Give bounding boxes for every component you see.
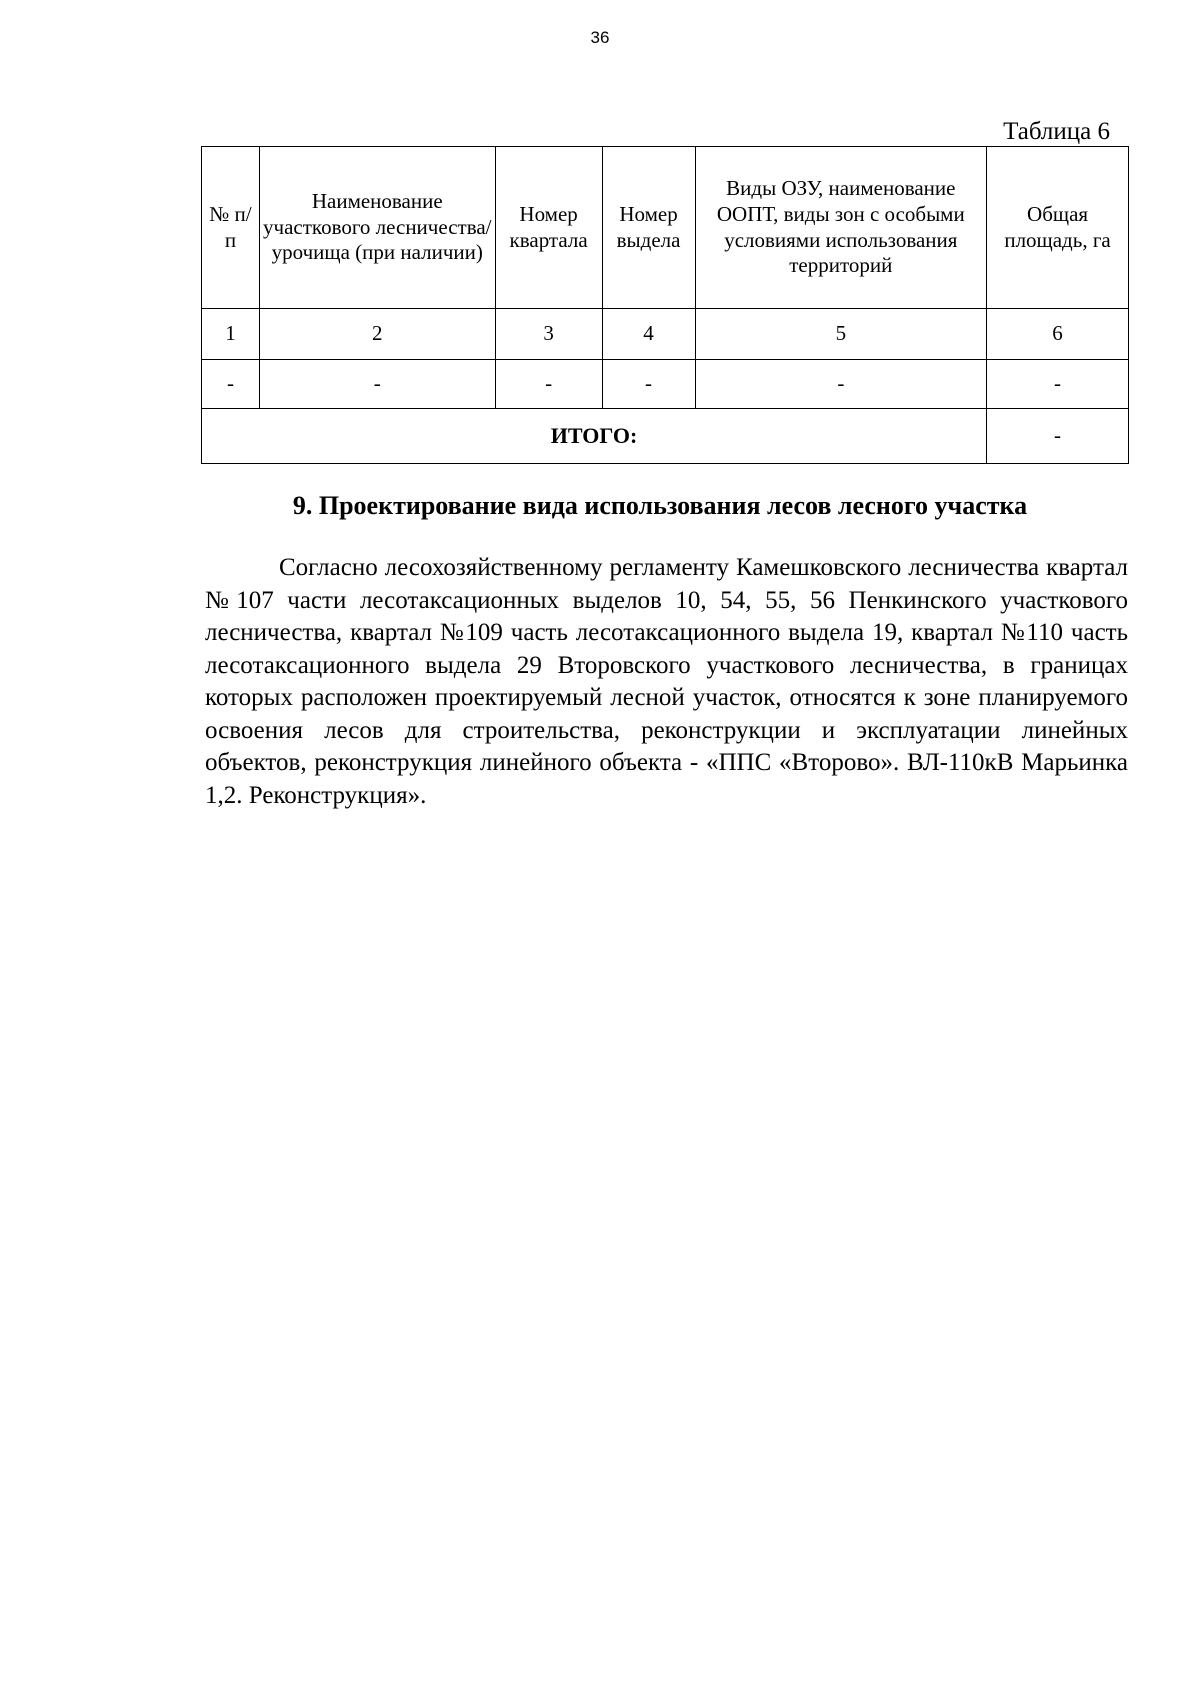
header-cell-forestry-name: Наименование участкового лесничества/урочища (при наличии) bbox=[259, 147, 495, 309]
table-caption: Таблица 6 bbox=[1003, 118, 1110, 145]
header-cell-zone-types: Виды ОЗУ, наименование ООПТ, виды зон с особыми условиями использования территорий bbox=[695, 147, 987, 309]
column-number-cell: 1 bbox=[202, 309, 260, 360]
forest-plot-table bbox=[201, 146, 1129, 464]
column-number-cell: 4 bbox=[602, 309, 695, 360]
table-row bbox=[202, 360, 1129, 409]
header-cell-quarter-number: Номер квартала bbox=[495, 147, 602, 309]
header-cell-number: № п/п bbox=[202, 147, 260, 309]
body-paragraph: Согласно лесохозяйственному регламенту Камешковского лесничества квартал №107 части лесотаксационных выделов 10, 54, 55, 56 Пенкинского участкового лесничества, квартал №109 часть лесотаксационного выдела 19, квартал №110 часть лесотаксационного выдела 29 Второвского участкового лесничества, в границах которых расположен проектируемый лесной участок, относятся к зоне планируемого освоения лесов для строительства, реконструкции и эксплуатации линейных объектов, реконструкция линейного объекта - «ППС «Второво». ВЛ-110кВ Марьинка 1,2. Реконструкция». bbox=[205, 554, 1128, 809]
section-heading: 9. Проектирование вида использования лесов лесного участка bbox=[292, 491, 1028, 520]
column-number-cell: 6 bbox=[987, 309, 1129, 360]
table-cell: - bbox=[695, 360, 987, 409]
table-cell: - bbox=[602, 360, 695, 409]
column-number-cell: 2 bbox=[259, 309, 495, 360]
table-cell: - bbox=[259, 360, 495, 409]
table-cell: - bbox=[202, 360, 260, 409]
header-cell-total-area: Общая площадь, га bbox=[987, 147, 1129, 309]
table-header-row bbox=[202, 147, 1129, 309]
total-label: ИТОГО: bbox=[202, 409, 987, 464]
column-number-cell: 5 bbox=[695, 309, 987, 360]
total-row bbox=[202, 409, 1129, 464]
page-number: 36 bbox=[590, 28, 610, 47]
column-number-row bbox=[202, 309, 1129, 360]
header-cell-allotment-number: Номер выдела bbox=[602, 147, 695, 309]
total-value: - bbox=[987, 409, 1129, 464]
column-number-cell: 3 bbox=[495, 309, 602, 360]
table-cell: - bbox=[495, 360, 602, 409]
table-cell: - bbox=[987, 360, 1129, 409]
